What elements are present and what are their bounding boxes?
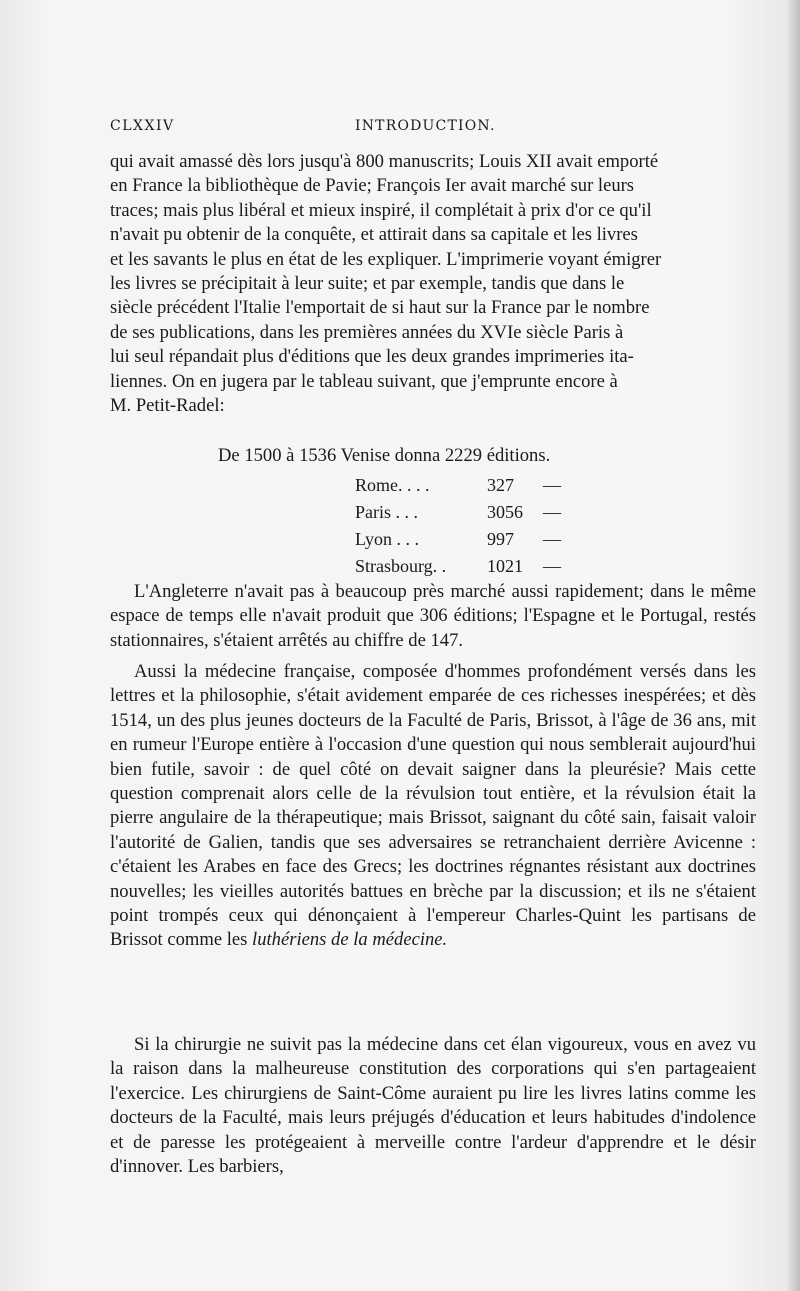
city-cell: Rome. . . . [355,475,430,495]
text-line: qui avait amassé dès lors jusqu'à 800 manuscrits; Louis XII avait emporté [110,151,659,172]
italic-phrase: luthériens de la médecine. [252,929,448,951]
text-line: siècle précédent l'Italie l'emportait de si haut sur la France par le nombre [110,297,650,319]
page-header [110,118,752,142]
city-cell: Strasbourg. . [355,556,447,576]
table-row [355,472,573,499]
page-number: CLXXIV [110,118,175,134]
text-line: liennes. On en jugera par le tableau suivant, que j'emprunte encore à [110,370,618,392]
paragraph-4: Si la chirurgie ne suivit pas la médecine dans cet élan vigoureux, vous en avez vu la raison dans la malheureuse constitution des corporations qui s'en partageaient l'exercice. Les chirurgiens de Saint-Côme auraient pu lire les livres latins comme les docteurs de la Faculté, mais leurs préjugés d'éducation et leurs habitudes d'indolence et de paresse les protégeaient à merveille contre l'ardeur d'apprendre et le désir d'innover. Les barbiers, [110,1034,756,1178]
value-cell: 1021 [487,556,523,576]
table-row [355,499,573,526]
text-line: traces; mais plus libéral et mieux inspiré, il complétait à prix d'or ce qu'il [110,199,652,221]
table-row [355,553,573,580]
dash-cell: — [543,475,561,495]
text-line: de ses publications, dans les premières années du XVIe siècle Paris à [110,321,624,343]
dash-cell: — [543,556,561,576]
paragraph-2: L'Angleterre n'avait pas à beaucoup près marché aussi rapidement; dans le même espace de temps elle n'avait produit que 306 éditions; l'Espagne et le Portugal, restés stationnaires, s'étaient arrêtés au chiffre de 147. [110,581,756,651]
text-line: n'avait pu obtenir de la conquête, et attirait dans sa capitale et les livres [110,224,638,246]
text-line: M. Petit-Radel: [110,395,225,417]
running-head: INTRODUCTION. [355,118,496,134]
paragraph-1 [110,150,756,418]
city-cell: Paris . . . [355,502,418,522]
value-cell: 327 [487,475,514,495]
dash-cell: — [543,529,561,549]
table-row [355,526,573,553]
dash-cell: — [543,502,561,522]
text-line: et les savants le plus en état de les expliquer. L'imprimerie voyant émigrer [110,248,662,270]
value-cell: 3056 [487,502,523,522]
text-line: lui seul répandait plus d'éditions que les deux grandes imprimeries ita- [110,346,634,368]
city-cell: Lyon . . . [355,529,420,549]
value-cell: 997 [487,529,514,549]
text-line: les livres se précipitait à leur suite; et par exemple, tandis que dans le [110,273,625,295]
editions-table [355,472,573,580]
paragraph-3-text: Aussi la médecine française, composée d'hommes profondément versés dans les lettres et la philosophie, s'était avidement emparée de ces richesses inespérées; et dès 1514, un des plus jeunes docteurs de la Faculté de Paris, Brissot, à l'âge de 36 ans, mit en rumeur l'Europe entière à l'occasion d'une question qui nous semblerait aujourd'hui bien futile, savoir : de quel côté on devait saigner dans la pleurésie? Mais cette question comprenait alors celle de la révulsion tout entière, et la révulsion était la pierre angulaire de la thérapeutique; mais Brissot, saignant du côté sain, faisait valoir l'autorité de Galien, tandis que ses adversaires se retranchaient derrière Avicenne : c'étaient les Arabes en face des Grecs; les doctrines régnantes résistant aux doctrines nouvelles; les vieilles autorités battues en brèche par la discussion; et ils ne s'étaient point trompés ceux qui dénonçaient à l'empereur Charles-Quint les partisans de Brissot comme les [110,661,756,951]
text-line: en France la bibliothèque de Pavie; François Ier avait marché sur leurs [110,175,635,197]
paragraph-3 [110,660,756,953]
page-edge-shadow [786,0,800,1291]
venise-statement: De 1500 à 1536 Venise donna 2229 éditions. [218,445,551,466]
